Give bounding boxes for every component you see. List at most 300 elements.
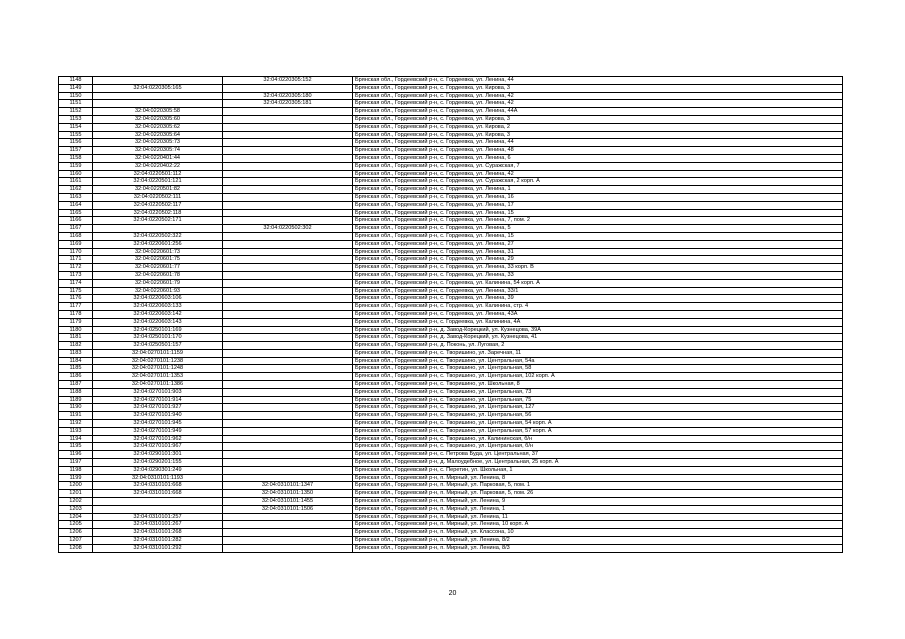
land-parcel-number-cell: 32:04:0220501:112 — [93, 170, 223, 178]
building-number-cell — [223, 443, 353, 451]
address-cell: Брянская обл., Гордеевский р-н, д. Поконь, ул. Луговая, 2 — [353, 342, 843, 350]
row-number-cell: 1193 — [59, 427, 93, 435]
building-number-cell — [223, 170, 353, 178]
table-row — [59, 123, 843, 131]
row-number-cell: 1176 — [59, 295, 93, 303]
building-number-cell — [223, 365, 353, 373]
row-number-cell: 1204 — [59, 513, 93, 521]
address-cell: Брянская обл., Гордеевский р-н, д. Завод-Корецкий, ул. Кузнецова, 41 — [353, 334, 843, 342]
table-row — [59, 451, 843, 459]
address-cell: Брянская обл., Гордеевский р-н, с. Творишино, ул. Центральная, б/н — [353, 443, 843, 451]
land-parcel-number-cell: 32:04:0270101:1386 — [93, 381, 223, 389]
row-number-cell: 1203 — [59, 505, 93, 513]
address-cell: Брянская обл., Гордеевский р-н, с. Гордеевка, ул. Ленина, 6 — [353, 154, 843, 162]
building-number-cell — [223, 334, 353, 342]
table-row — [59, 459, 843, 467]
building-number-cell: 32:04:0220305:180 — [223, 92, 353, 100]
row-number-cell: 1208 — [59, 544, 93, 552]
row-number-cell: 1156 — [59, 139, 93, 147]
building-number-cell — [223, 474, 353, 482]
building-number-cell — [223, 186, 353, 194]
table-row — [59, 420, 843, 428]
building-number-cell — [223, 544, 353, 552]
address-cell: Брянская обл., Гордеевский р-н, с. Гордеевка, ул. Кирова, 3 — [353, 115, 843, 123]
land-parcel-number-cell: 32:04:0270101:903 — [93, 388, 223, 396]
address-cell: Брянская обл., Гордеевский р-н, с. Перетин, ул. Школьная, 1 — [353, 466, 843, 474]
building-number-cell — [223, 537, 353, 545]
row-number-cell: 1149 — [59, 84, 93, 92]
address-cell: Брянская обл., Гордеевский р-н, с. Творишино, ул. Школьная, 8 — [353, 381, 843, 389]
table-row — [59, 482, 843, 490]
land-parcel-number-cell: 32:04:0270101:962 — [93, 435, 223, 443]
building-number-cell — [223, 529, 353, 537]
land-parcel-number-cell: 32:04:0290301:249 — [93, 466, 223, 474]
building-number-cell — [223, 427, 353, 435]
land-parcel-number-cell: 32:04:0220305:64 — [93, 131, 223, 139]
row-number-cell: 1169 — [59, 240, 93, 248]
land-parcel-number-cell: 32:04:0220603:106 — [93, 295, 223, 303]
table-row — [59, 466, 843, 474]
table-row — [59, 232, 843, 240]
row-number-cell: 1192 — [59, 420, 93, 428]
row-number-cell: 1199 — [59, 474, 93, 482]
table-row — [59, 544, 843, 552]
row-number-cell: 1163 — [59, 193, 93, 201]
address-cell: Брянская обл., Гордеевский р-н, п. Мирный, ул. Ленина, 8/2 — [353, 537, 843, 545]
row-number-cell: 1202 — [59, 498, 93, 506]
registry-table-body — [59, 77, 843, 553]
land-parcel-number-cell: 32:04:0220601:93 — [93, 287, 223, 295]
land-parcel-number-cell: 32:04:0220305:74 — [93, 147, 223, 155]
row-number-cell: 1180 — [59, 326, 93, 334]
table-row — [59, 427, 843, 435]
row-number-cell: 1152 — [59, 108, 93, 116]
address-cell: Брянская обл., Гордеевский р-н, с. Творишино, ул. Центральная, 73 — [353, 388, 843, 396]
land-parcel-number-cell: 32:04:0220305:58 — [93, 108, 223, 116]
address-cell: Брянская обл., Гордеевский р-н, с. Гордеевка, ул. Кирова, 2 — [353, 123, 843, 131]
address-cell: Брянская обл., Гордеевский р-н, с. Творишино, ул. Центральная, 56 — [353, 412, 843, 420]
land-parcel-number-cell: 32:04:0220603:143 — [93, 318, 223, 326]
table-row — [59, 193, 843, 201]
table-row — [59, 295, 843, 303]
table-row — [59, 108, 843, 116]
building-number-cell — [223, 466, 353, 474]
table-row — [59, 326, 843, 334]
building-number-cell — [223, 388, 353, 396]
land-parcel-number-cell — [93, 498, 223, 506]
table-row — [59, 357, 843, 365]
land-parcel-number-cell: 32:04:0220603:142 — [93, 310, 223, 318]
building-number-cell — [223, 201, 353, 209]
land-parcel-number-cell: 32:04:0270101:967 — [93, 443, 223, 451]
table-row — [59, 178, 843, 186]
land-parcel-number-cell: 32:04:0250101:169 — [93, 326, 223, 334]
row-number-cell: 1184 — [59, 357, 93, 365]
address-cell: Брянская обл., Гордеевский р-н, с. Гордеевка, ул. Ленина, 5 — [353, 225, 843, 233]
land-parcel-number-cell: 32:04:0270101:949 — [93, 427, 223, 435]
row-number-cell: 1201 — [59, 490, 93, 498]
address-cell: Брянская обл., Гордеевский р-н, с. Гордеевка, ул. Калинина, 54 корп. А — [353, 279, 843, 287]
address-cell: Брянская обл., Гордеевский р-н, п. Мирный, ул. Ленина, 10 корп. А — [353, 521, 843, 529]
table-row — [59, 186, 843, 194]
building-number-cell: 32:04:0220305:181 — [223, 100, 353, 108]
building-number-cell — [223, 373, 353, 381]
building-number-cell — [223, 162, 353, 170]
table-row — [59, 342, 843, 350]
land-parcel-number-cell: 32:04:0220305:165 — [93, 84, 223, 92]
table-row — [59, 349, 843, 357]
table-row — [59, 513, 843, 521]
address-cell: Брянская обл., Гордеевский р-н, с. Творишино, ул. Центральная, 54 корп. А — [353, 420, 843, 428]
land-parcel-number-cell: 32:04:0220601:73 — [93, 248, 223, 256]
table-row — [59, 115, 843, 123]
row-number-cell: 1175 — [59, 287, 93, 295]
row-number-cell: 1178 — [59, 310, 93, 318]
page-number: 20 — [448, 590, 457, 597]
row-number-cell: 1148 — [59, 77, 93, 85]
building-number-cell — [223, 318, 353, 326]
row-number-cell: 1158 — [59, 154, 93, 162]
address-cell: Брянская обл., Гордеевский р-н, с. Гордеевка, ул. Ленина, 31 — [353, 248, 843, 256]
address-cell: Брянская обл., Гордеевский р-н, с. Гордеевка, ул. Ленина, 33 — [353, 271, 843, 279]
row-number-cell: 1194 — [59, 435, 93, 443]
address-cell: Брянская обл., Гордеевский р-н, д. Завод-Корецкий, ул. Кузнецова, 39А — [353, 326, 843, 334]
address-cell: Брянская обл., Гордеевский р-н, д. Малоудебное, ул. Центральная, 25 корп. А — [353, 459, 843, 467]
building-number-cell — [223, 295, 353, 303]
building-number-cell — [223, 84, 353, 92]
table-row — [59, 334, 843, 342]
row-number-cell: 1181 — [59, 334, 93, 342]
row-number-cell: 1174 — [59, 279, 93, 287]
building-number-cell: 32:04:0220502:302 — [223, 225, 353, 233]
table-row — [59, 474, 843, 482]
table-row — [59, 77, 843, 85]
land-parcel-number-cell: 32:04:0270101:1353 — [93, 373, 223, 381]
table-row — [59, 435, 843, 443]
address-cell: Брянская обл., Гордеевский р-н, с. Гордеевка, ул. Ленина, 44 — [353, 77, 843, 85]
address-cell: Брянская обл., Гордеевский р-н, с. Гордеевка, ул. Ленина, 44 — [353, 139, 843, 147]
address-cell: Брянская обл., Гордеевский р-н, с. Гордеевка, ул. Суражская, 2 корп. А — [353, 178, 843, 186]
row-number-cell: 1160 — [59, 170, 93, 178]
address-cell: Брянская обл., Гордеевский р-н, с. Творишино, ул. Центральная, 57 корп. А — [353, 427, 843, 435]
row-number-cell: 1179 — [59, 318, 93, 326]
row-number-cell: 1157 — [59, 147, 93, 155]
building-number-cell — [223, 131, 353, 139]
building-number-cell: 32:04:0220305:152 — [223, 77, 353, 85]
building-number-cell — [223, 178, 353, 186]
land-parcel-number-cell: 32:04:0310101:292 — [93, 544, 223, 552]
table-row — [59, 381, 843, 389]
address-cell: Брянская обл., Гордеевский р-н, п. Мирный, ул. Ленина, 11 — [353, 513, 843, 521]
table-row — [59, 131, 843, 139]
land-parcel-number-cell: 32:04:0220401:44 — [93, 154, 223, 162]
land-parcel-number-cell — [93, 505, 223, 513]
row-number-cell: 1171 — [59, 256, 93, 264]
land-parcel-number-cell: 32:04:0220305:60 — [93, 115, 223, 123]
table-row — [59, 404, 843, 412]
building-number-cell — [223, 513, 353, 521]
registry-table — [58, 76, 843, 553]
address-cell: Брянская обл., Гордеевский р-н, с. Гордеевка, ул. Ленина, 15 — [353, 209, 843, 217]
table-row — [59, 139, 843, 147]
building-number-cell — [223, 326, 353, 334]
building-number-cell — [223, 310, 353, 318]
address-cell: Брянская обл., Гордеевский р-н, п. Мирный, ул. Парковая, 5, пом. 26 — [353, 490, 843, 498]
table-row — [59, 92, 843, 100]
table-row — [59, 225, 843, 233]
table-row — [59, 271, 843, 279]
land-parcel-number-cell — [93, 92, 223, 100]
building-number-cell: 32:04:0310101:1506 — [223, 505, 353, 513]
row-number-cell: 1170 — [59, 248, 93, 256]
land-parcel-number-cell: 32:04:0220501:82 — [93, 186, 223, 194]
row-number-cell: 1189 — [59, 396, 93, 404]
building-number-cell — [223, 459, 353, 467]
land-parcel-number-cell: 32:04:0270101:1248 — [93, 365, 223, 373]
table-row — [59, 170, 843, 178]
table-row — [59, 310, 843, 318]
table-row — [59, 287, 843, 295]
address-cell: Брянская обл., Гордеевский р-н, с. Гордеевка, ул. Ленина, 29 — [353, 256, 843, 264]
building-number-cell — [223, 123, 353, 131]
land-parcel-number-cell: 32:04:0310101:668 — [93, 490, 223, 498]
row-number-cell: 1161 — [59, 178, 93, 186]
row-number-cell: 1197 — [59, 459, 93, 467]
building-number-cell — [223, 521, 353, 529]
building-number-cell — [223, 147, 353, 155]
building-number-cell — [223, 108, 353, 116]
land-parcel-number-cell: 32:04:0310101:267 — [93, 521, 223, 529]
table-row — [59, 529, 843, 537]
land-parcel-number-cell: 32:04:0310101:668 — [93, 482, 223, 490]
land-parcel-number-cell: 32:04:0270101:1238 — [93, 357, 223, 365]
row-number-cell: 1155 — [59, 131, 93, 139]
row-number-cell: 1206 — [59, 529, 93, 537]
land-parcel-number-cell: 32:04:0220501:121 — [93, 178, 223, 186]
row-number-cell: 1164 — [59, 201, 93, 209]
address-cell: Брянская обл., Гордеевский р-н, с. Гордеевка, ул. Ленина, 17 — [353, 201, 843, 209]
row-number-cell: 1173 — [59, 271, 93, 279]
building-number-cell: 32:04:0310101:1455 — [223, 498, 353, 506]
row-number-cell: 1196 — [59, 451, 93, 459]
land-parcel-number-cell: 32:04:0220305:62 — [93, 123, 223, 131]
row-number-cell: 1166 — [59, 217, 93, 225]
land-parcel-number-cell: 32:04:0310101:282 — [93, 537, 223, 545]
table-row — [59, 162, 843, 170]
address-cell: Брянская обл., Гордеевский р-н, с. Гордеевка, ул. Ленина, 33/1 — [353, 287, 843, 295]
building-number-cell — [223, 396, 353, 404]
building-number-cell — [223, 115, 353, 123]
address-cell: Брянская обл., Гордеевский р-н, п. Мирный, ул. Ленина, 1 — [353, 505, 843, 513]
address-cell: Брянская обл., Гордеевский р-н, с. Гордеевка, ул. Ленина, 1 — [353, 186, 843, 194]
table-row — [59, 147, 843, 155]
land-parcel-number-cell: 32:04:0250101:170 — [93, 334, 223, 342]
table-row — [59, 490, 843, 498]
address-cell: Брянская обл., Гордеевский р-н, п. Мирный, ул. Ленина, 9 — [353, 498, 843, 506]
row-number-cell: 1177 — [59, 303, 93, 311]
row-number-cell: 1165 — [59, 209, 93, 217]
land-parcel-number-cell: 32:04:0220402:22 — [93, 162, 223, 170]
address-cell: Брянская обл., Гордеевский р-н, с. Гордеевка, ул. Ленина, 39 — [353, 295, 843, 303]
table-row — [59, 279, 843, 287]
address-cell: Брянская обл., Гордеевский р-н, с. Творишино, ул. Центральная, 58 — [353, 365, 843, 373]
address-cell: Брянская обл., Гордеевский р-н, с. Гордеевка, ул. Кирова, 3 — [353, 131, 843, 139]
row-number-cell: 1188 — [59, 388, 93, 396]
table-row — [59, 396, 843, 404]
table-row — [59, 248, 843, 256]
row-number-cell: 1198 — [59, 466, 93, 474]
row-number-cell: 1150 — [59, 92, 93, 100]
land-parcel-number-cell: 32:04:0220601:256 — [93, 240, 223, 248]
address-cell: Брянская обл., Гордеевский р-н, с. Творишино, ул. Калининская, б/н — [353, 435, 843, 443]
building-number-cell — [223, 209, 353, 217]
building-number-cell — [223, 435, 353, 443]
row-number-cell: 1207 — [59, 537, 93, 545]
building-number-cell — [223, 342, 353, 350]
table-row — [59, 318, 843, 326]
table-row — [59, 412, 843, 420]
land-parcel-number-cell: 32:04:0220601:77 — [93, 264, 223, 272]
land-parcel-number-cell: 32:04:0220601:75 — [93, 256, 223, 264]
building-number-cell — [223, 451, 353, 459]
table-row — [59, 443, 843, 451]
table-row — [59, 84, 843, 92]
land-parcel-number-cell: 32:04:0270101:940 — [93, 412, 223, 420]
table-row — [59, 537, 843, 545]
row-number-cell: 1185 — [59, 365, 93, 373]
table-row — [59, 264, 843, 272]
building-number-cell — [223, 279, 353, 287]
land-parcel-number-cell: 32:04:0220502:118 — [93, 209, 223, 217]
address-cell: Брянская обл., Гордеевский р-н, с. Гордеевка, ул. Ленина, 7, пом. 2 — [353, 217, 843, 225]
building-number-cell — [223, 349, 353, 357]
address-cell: Брянская обл., Гордеевский р-н, с. Гордеевка, ул. Ленина, 44А — [353, 108, 843, 116]
building-number-cell — [223, 232, 353, 240]
building-number-cell — [223, 139, 353, 147]
land-parcel-number-cell: 32:04:0220502:111 — [93, 193, 223, 201]
row-number-cell: 1151 — [59, 100, 93, 108]
address-cell: Брянская обл., Гордеевский р-н, с. Гордеевка, ул. Ленина, 42 — [353, 170, 843, 178]
building-number-cell — [223, 420, 353, 428]
land-parcel-number-cell: 32:04:0220502:171 — [93, 217, 223, 225]
land-parcel-number-cell — [93, 77, 223, 85]
table-row — [59, 498, 843, 506]
land-parcel-number-cell: 32:04:0220603:133 — [93, 303, 223, 311]
building-number-cell: 32:04:0310101:1347 — [223, 482, 353, 490]
building-number-cell: 32:04:0310101:1350 — [223, 490, 353, 498]
address-cell: Брянская обл., Гордеевский р-н, с. Гордеевка, ул. Ленина, 42 — [353, 100, 843, 108]
land-parcel-number-cell — [93, 225, 223, 233]
address-cell: Брянская обл., Гордеевский р-н, с. Гордеевка, ул. Суражская, 7 — [353, 162, 843, 170]
table-row — [59, 365, 843, 373]
land-parcel-number-cell — [93, 100, 223, 108]
table-row — [59, 201, 843, 209]
building-number-cell — [223, 271, 353, 279]
address-cell: Брянская обл., Гордеевский р-н, п. Мирный, ул. Ленина, 8 — [353, 474, 843, 482]
table-row — [59, 303, 843, 311]
land-parcel-number-cell: 32:04:0290101:301 — [93, 451, 223, 459]
table-row — [59, 209, 843, 217]
building-number-cell — [223, 287, 353, 295]
address-cell: Брянская обл., Гордеевский р-н, п. Мирный, ул. Парковая, 5, пом. 1 — [353, 482, 843, 490]
row-number-cell: 1182 — [59, 342, 93, 350]
address-cell: Брянская обл., Гордеевский р-н, с. Творишино, ул. Центральная, 75 — [353, 396, 843, 404]
table-row — [59, 154, 843, 162]
building-number-cell — [223, 193, 353, 201]
land-parcel-number-cell: 32:04:0220502:117 — [93, 201, 223, 209]
address-cell: Брянская обл., Гордеевский р-н, с. Гордеевка, ул. Ленина, 16 — [353, 193, 843, 201]
address-cell: Брянская обл., Гордеевский р-н, с. Творишино, ул. Центральная, 102 корп. А — [353, 373, 843, 381]
row-number-cell: 1186 — [59, 373, 93, 381]
address-cell: Брянская обл., Гордеевский р-н, с. Гордеевка, ул. Ленина, 48 — [353, 147, 843, 155]
address-cell: Брянская обл., Гордеевский р-н, с. Гордеевка, ул. Ленина, 43А — [353, 310, 843, 318]
table-row — [59, 373, 843, 381]
row-number-cell: 1159 — [59, 162, 93, 170]
table-row — [59, 256, 843, 264]
building-number-cell — [223, 303, 353, 311]
land-parcel-number-cell: 32:04:0270101:927 — [93, 404, 223, 412]
row-number-cell: 1191 — [59, 412, 93, 420]
address-cell: Брянская обл., Гордеевский р-н, с. Гордеевка, ул. Ленина, 27 — [353, 240, 843, 248]
building-number-cell — [223, 240, 353, 248]
building-number-cell — [223, 217, 353, 225]
address-cell: Брянская обл., Гордеевский р-н, п. Мирный, ул. Классона, 10 — [353, 529, 843, 537]
building-number-cell — [223, 264, 353, 272]
address-cell: Брянская обл., Гордеевский р-н, с. Петрова Буда, ул. Центральная, 37 — [353, 451, 843, 459]
building-number-cell — [223, 154, 353, 162]
land-parcel-number-cell: 32:04:0220305:73 — [93, 139, 223, 147]
building-number-cell — [223, 357, 353, 365]
address-cell: Брянская обл., Гордеевский р-н, с. Гордеевка, ул. Ленина, 15 — [353, 232, 843, 240]
address-cell: Брянская обл., Гордеевский р-н, с. Творишино, ул. Заречная, 11 — [353, 349, 843, 357]
row-number-cell: 1183 — [59, 349, 93, 357]
land-parcel-number-cell: 32:04:0250501:157 — [93, 342, 223, 350]
land-parcel-number-cell: 32:04:0270101:945 — [93, 420, 223, 428]
building-number-cell — [223, 256, 353, 264]
land-parcel-number-cell: 32:04:0310101:1193 — [93, 474, 223, 482]
land-parcel-number-cell: 32:04:0310101:268 — [93, 529, 223, 537]
land-parcel-number-cell: 32:04:0310101:257 — [93, 513, 223, 521]
row-number-cell: 1195 — [59, 443, 93, 451]
table-row — [59, 217, 843, 225]
row-number-cell: 1200 — [59, 482, 93, 490]
address-cell: Брянская обл., Гордеевский р-н, с. Гордеевка, ул. Ленина, 33 корп. В — [353, 264, 843, 272]
table-row — [59, 388, 843, 396]
address-cell: Брянская обл., Гордеевский р-н, с. Творишино, ул. Центральная, 54а — [353, 357, 843, 365]
table-row — [59, 100, 843, 108]
address-cell: Брянская обл., Гордеевский р-н, с. Творишино, ул. Центральная, 127 — [353, 404, 843, 412]
row-number-cell: 1190 — [59, 404, 93, 412]
building-number-cell — [223, 404, 353, 412]
land-parcel-number-cell: 32:04:0220502:322 — [93, 232, 223, 240]
row-number-cell: 1205 — [59, 521, 93, 529]
building-number-cell — [223, 248, 353, 256]
land-parcel-number-cell: 32:04:0220601:78 — [93, 271, 223, 279]
table-row — [59, 505, 843, 513]
row-number-cell: 1167 — [59, 225, 93, 233]
address-cell: Брянская обл., Гордеевский р-н, с. Гордеевка, ул. Ленина, 42 — [353, 92, 843, 100]
row-number-cell: 1172 — [59, 264, 93, 272]
land-parcel-number-cell: 32:04:0270101:914 — [93, 396, 223, 404]
address-cell: Брянская обл., Гордеевский р-н, п. Мирный, ул. Ленина, 8/3 — [353, 544, 843, 552]
address-cell: Брянская обл., Гордеевский р-н, с. Гордеевка, ул. Калинина, стр. 4 — [353, 303, 843, 311]
table-row — [59, 240, 843, 248]
address-cell: Брянская обл., Гордеевский р-н, с. Гордеевка, ул. Калинина, 4А — [353, 318, 843, 326]
row-number-cell: 1187 — [59, 381, 93, 389]
land-parcel-number-cell: 32:04:0290201:155 — [93, 459, 223, 467]
building-number-cell — [223, 381, 353, 389]
row-number-cell: 1162 — [59, 186, 93, 194]
